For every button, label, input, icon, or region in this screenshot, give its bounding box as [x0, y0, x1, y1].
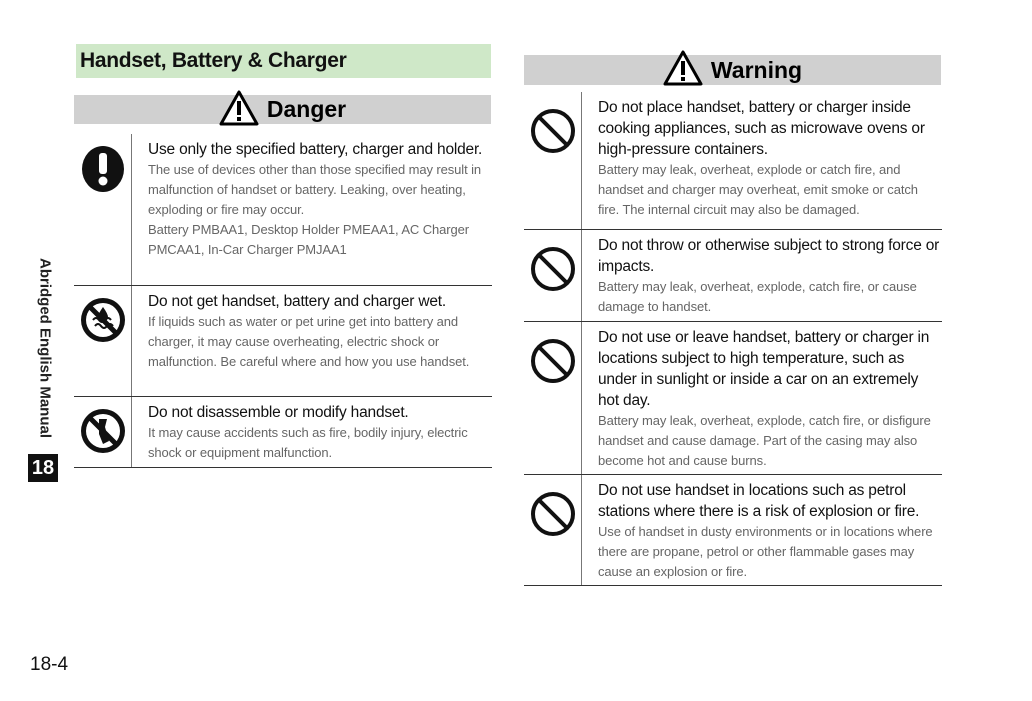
no-disassembly-icon	[79, 407, 127, 455]
danger-label: Danger	[266, 96, 347, 122]
warning-item	[524, 92, 942, 230]
warning-list	[524, 92, 942, 586]
item-body: Battery may leak, overheat, explode, catch fire, or disfigure handset and cause damage. Part of the casing may also become hot and cause burns.	[598, 413, 931, 468]
danger-item	[74, 397, 492, 468]
item-note: Battery PMBAA1, Desktop Holder PMEAA1, AC Charger PMCAA1, In-Car Charger PMJAA1	[148, 222, 469, 257]
prohibited-icon	[530, 338, 576, 384]
warning-triangle-icon	[219, 90, 259, 126]
item-body: Use of handset in dusty environments or in locations where there are propane, petrol or other flammable gases may cause an explosion or fire.	[598, 524, 933, 579]
item-heading: Do not use or leave handset, battery or charger in locations subject to high temperature, such as under in sunlight or inside a car on an extremely hot day.	[598, 329, 930, 409]
item-heading: Do not disassemble or modify handset.	[148, 404, 409, 421]
item-heading: Do not use handset in locations such as petrol stations where there is a risk of explosion or fire.	[598, 482, 920, 520]
danger-item	[74, 134, 492, 286]
page-number: 18-4	[30, 654, 69, 675]
item-heading: Do not get handset, battery and charger wet.	[148, 293, 446, 310]
warning-item	[524, 475, 942, 586]
warning-banner	[524, 55, 941, 85]
chapter-side-tab	[32, 258, 58, 448]
warning-triangle-icon	[663, 50, 703, 86]
mandatory-exclamation-icon	[80, 144, 126, 194]
chapter-number-badge: 18	[28, 454, 58, 482]
prohibited-icon	[530, 246, 576, 292]
warning-label: Warning	[710, 56, 803, 83]
item-body: Battery may leak, overheat, explode or catch fire, and handset and charger may overheat, emit smoke or catch fire. The internal circuit may also be damaged.	[598, 162, 918, 217]
section-title: Handset, Battery & Charger	[76, 44, 491, 78]
item-body: If liquids such as water or pet urine get into battery and charger, it may cause overheating, electric shock or malfunction. Be careful where and how you use handset.	[148, 314, 470, 369]
warning-item	[524, 230, 942, 322]
item-heading: Do not throw or otherwise subject to strong force or impacts.	[598, 237, 940, 275]
danger-list	[74, 134, 492, 468]
danger-item	[74, 286, 492, 397]
prohibited-icon	[530, 108, 576, 154]
item-body: The use of devices other than those specified may result in malfunction of handset or battery. Leaking, over heating, exploding or fire may occur.	[148, 162, 482, 217]
chapter-tab-label: Abridged English Manual	[36, 258, 54, 439]
danger-banner	[74, 95, 491, 124]
item-body: It may cause accidents such as fire, bodily injury, electric shock or equipment malfunction.	[148, 425, 468, 460]
item-heading: Use only the specified battery, charger and holder.	[148, 141, 483, 158]
prohibited-icon	[530, 491, 576, 537]
warning-item	[524, 322, 942, 475]
item-body: Battery may leak, overheat, explode, catch fire, or cause damage to handset.	[598, 279, 917, 314]
item-heading: Do not place handset, battery or charger inside cooking appliances, such as microwave ovens or high-pressure containers.	[598, 99, 925, 158]
no-water-icon	[79, 296, 127, 344]
